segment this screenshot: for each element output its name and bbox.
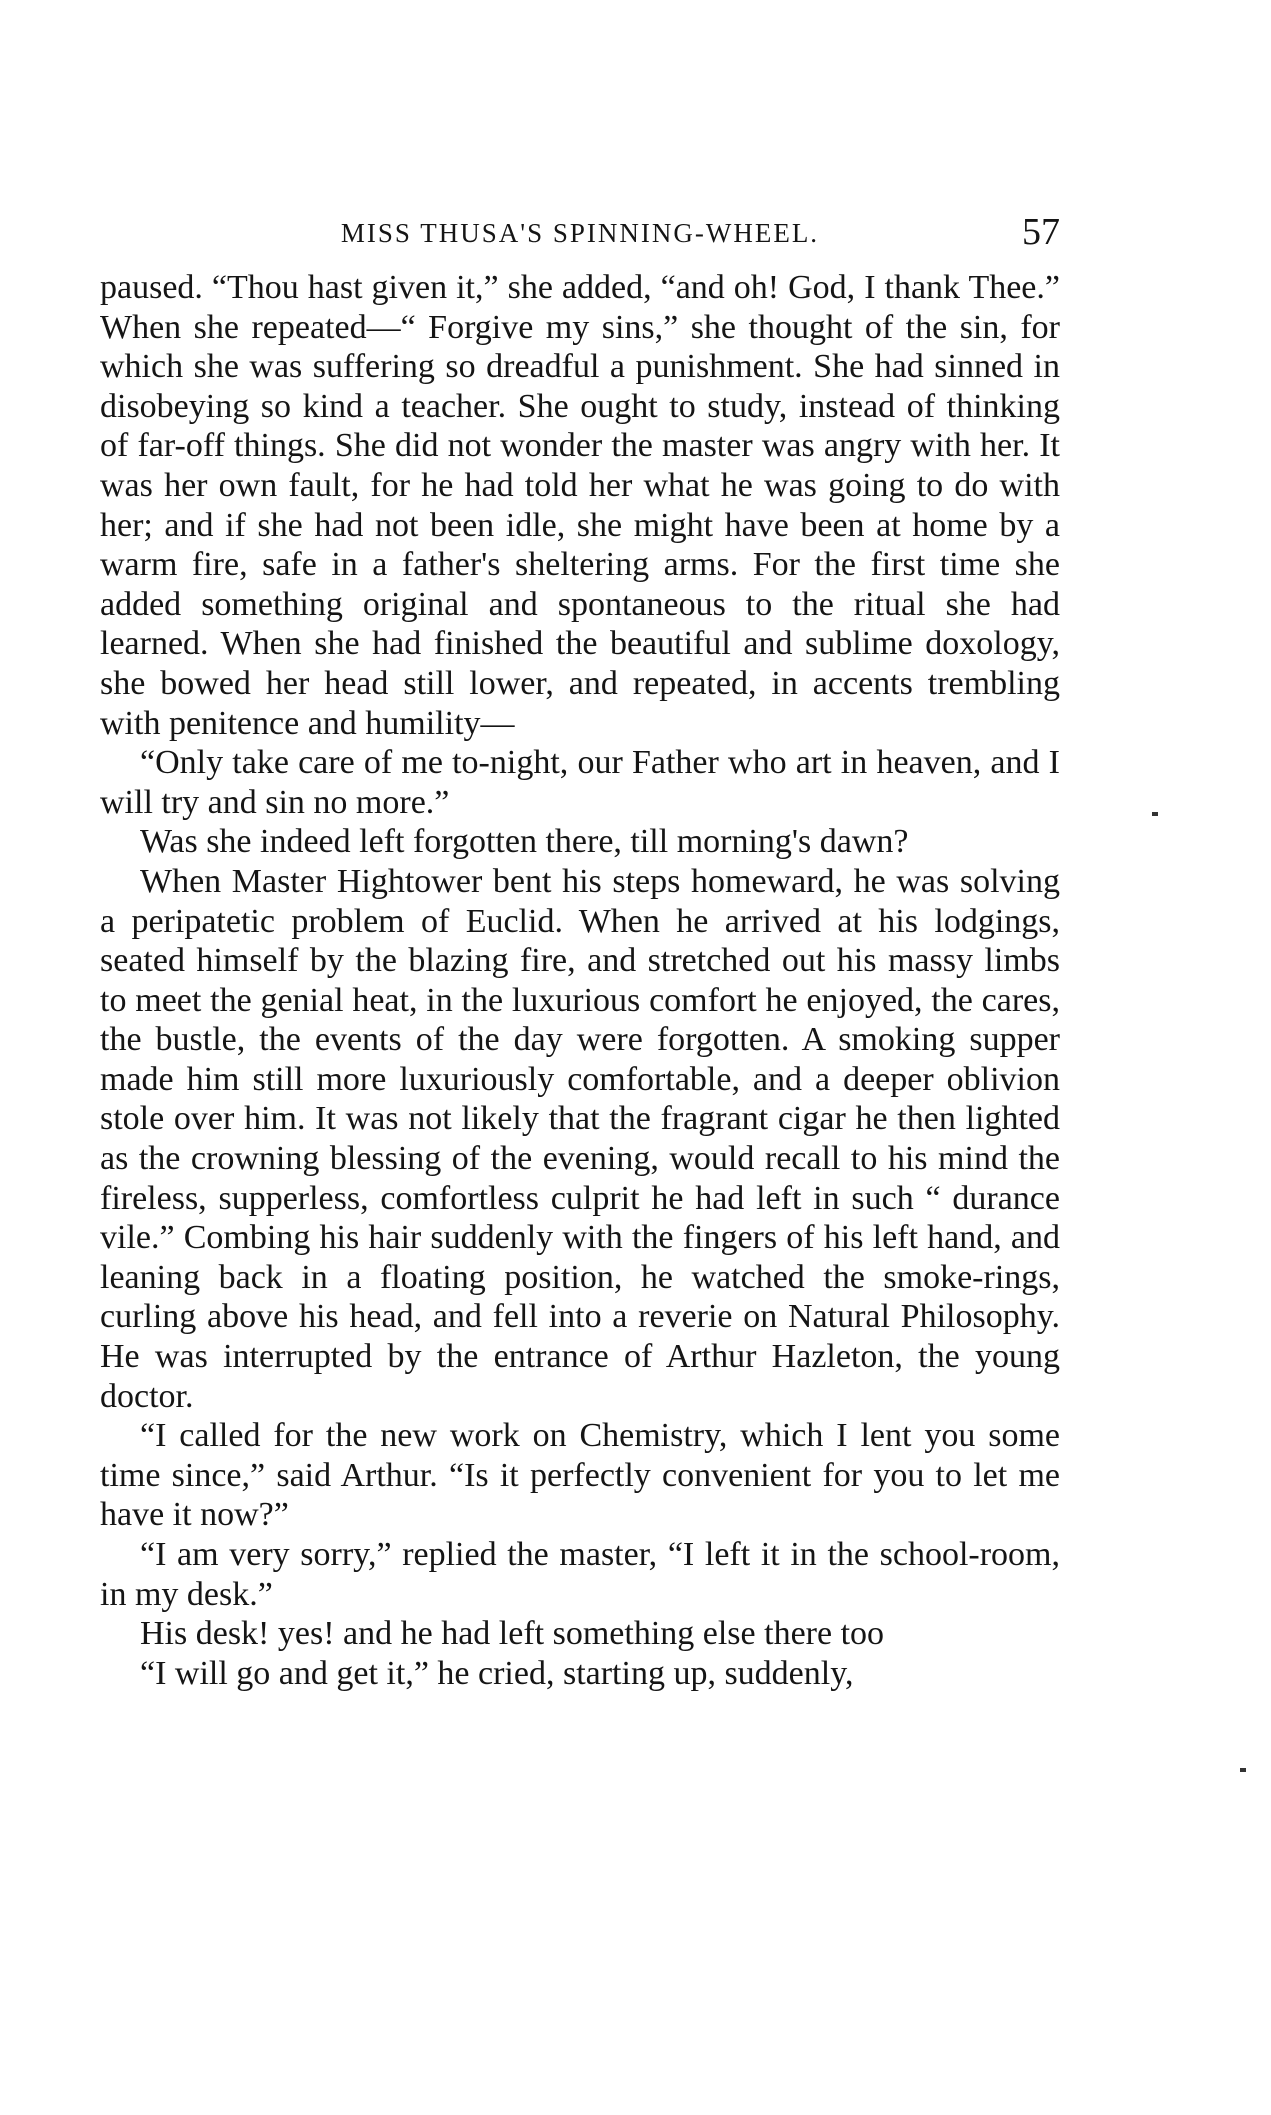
paragraph-2: “Only take care of me to-night, our Father who art in heaven, and I will try and sin no more.” bbox=[100, 744, 1060, 821]
body-text bbox=[100, 268, 1060, 1693]
paragraph-3: Was she indeed left forgotten there, till morning's dawn? bbox=[140, 823, 909, 861]
page-number: 57 bbox=[1022, 211, 1060, 253]
paragraph-6: “I am very sorry,” replied the master, “I left it in the school-room, in my desk.” bbox=[100, 1536, 1060, 1613]
page-header bbox=[100, 210, 1060, 260]
margin-speck bbox=[1152, 812, 1158, 816]
margin-speck bbox=[1240, 1768, 1246, 1772]
paragraph-7: His desk! yes! and he had left something else there too bbox=[140, 1615, 885, 1653]
paragraph-4: When Master Hightower bent his steps homeward, he was solving a peripatetic problem of Euclid. When he arrived at his lodgings, seated himself by the blazing fire, and stretched out his massy limbs to meet the genial heat, in the luxurious comfort he enjoyed, the cares, the bustle, the events of the day were forgotten. A smoking supper made him still more luxuriously comfortable, and a deeper oblivion stole over him. It was not likely that the fragrant cigar he then lighted as the crowning blessing of the evening, would recall to his mind the fireless, supperless, comfortless culprit he had left in such “ durance vile.” Combing his hair suddenly with the fingers of his left hand, and leaning back in a floating position, he watched the smoke-rings, curling above his head, and fell into a reverie on Natural Philosophy. He was interrupted by the entrance of Arthur Hazleton, the young doctor. bbox=[100, 862, 1060, 1415]
paragraph-1: paused. “Thou hast given it,” she added, “and oh! God, I thank Thee.” When she repeated—“ Forgive my sins,” she thought of the sin, for which she was suffering so dreadful a punishment. She had sinned in disobeying so kind a teacher. She ought to study, instead of thinking of far-off things. She did not wonder the master was angry with her. It was her own fault, for he had told her what he was going to do with her; and if she had not been idle, she might have been at home by a warm fire, safe in a father's sheltering arms. For the first time she added something original and spontaneous to the ritual she had learned. When she had finished the beautiful and sublime doxology, she bowed her head still lower, and repeated, in accents trembling with penitence and humility— bbox=[100, 269, 1060, 742]
paragraph-5: “I called for the new work on Chemistry, which I lent you some time since,” said Arthur. “Is it perfectly convenient for you to let me have it now?” bbox=[100, 1417, 1060, 1534]
running-head: MISS THUSA'S SPINNING-WHEEL. bbox=[340, 218, 820, 248]
paragraph-8: “I will go and get it,” he cried, starting up, suddenly, bbox=[140, 1654, 854, 1692]
